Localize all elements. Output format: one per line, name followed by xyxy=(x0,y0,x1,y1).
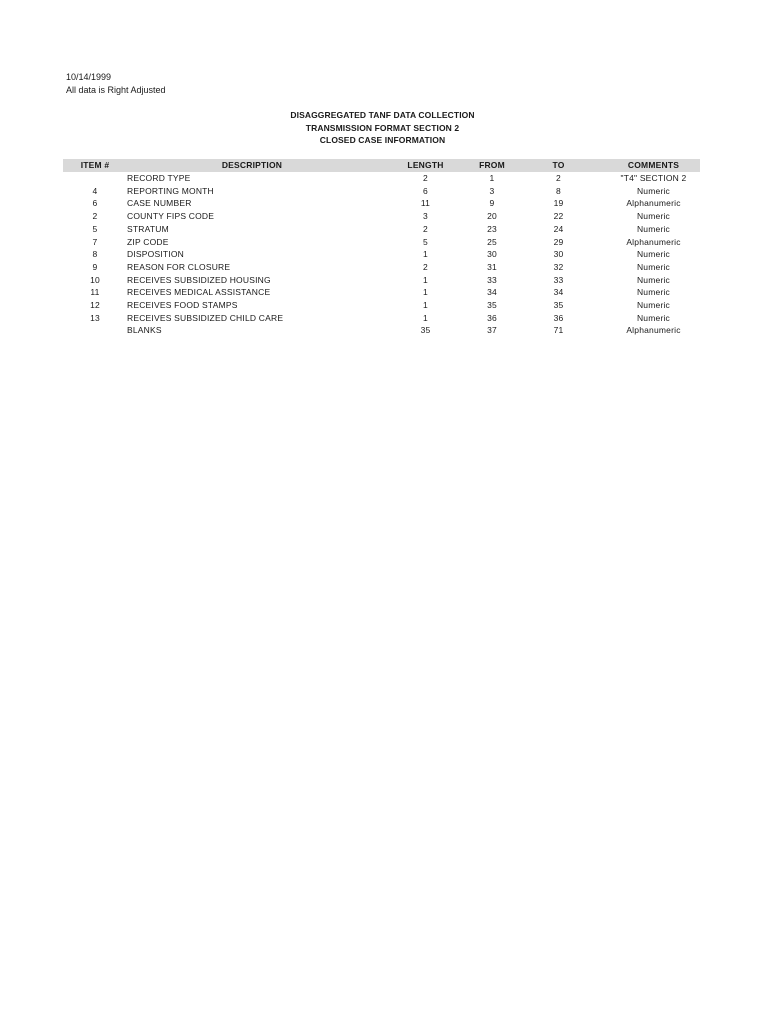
cell-item: 5 xyxy=(92,223,98,234)
cell-item: 8 xyxy=(92,249,98,260)
cell-item: 9 xyxy=(92,261,98,272)
cell-from: 34 xyxy=(487,287,497,298)
cell-to: 22 xyxy=(553,211,564,222)
cell-from: 33 xyxy=(487,274,497,285)
cell-description: RECEIVES MEDICAL ASSISTANCE xyxy=(127,287,271,298)
column-header-comments: COMMENTS xyxy=(627,160,680,170)
adjustment-note: All data is Right Adjusted xyxy=(66,85,166,95)
cell-description: REPORTING MONTH xyxy=(127,185,214,196)
cell-from: 35 xyxy=(487,300,497,311)
cell-length: 1 xyxy=(423,300,428,311)
cell-item: 2 xyxy=(92,211,98,222)
cell-comments: Numeric xyxy=(636,261,671,272)
table-body xyxy=(63,172,700,337)
cell-comments: Numeric xyxy=(636,185,671,196)
cell-to: 24 xyxy=(553,223,564,234)
cell-length: 1 xyxy=(423,312,428,323)
cell-item xyxy=(63,172,127,185)
cell-description: RECEIVES SUBSIDIZED HOUSING xyxy=(127,274,271,285)
cell-from: 30 xyxy=(487,249,497,260)
cell-item: 7 xyxy=(92,236,98,247)
report-date: 10/14/1999 xyxy=(66,72,112,82)
cell-comments: "T4" SECTION 2 xyxy=(620,173,687,183)
cell-length: 1 xyxy=(423,274,428,285)
cell-length: 2 xyxy=(423,261,428,272)
cell-from: 25 xyxy=(487,236,497,247)
cell-item xyxy=(63,324,127,337)
cell-to: 8 xyxy=(556,185,561,196)
cell-item: 4 xyxy=(92,185,98,196)
column-header-description: DESCRIPTION xyxy=(221,160,283,170)
table-row xyxy=(63,299,700,312)
cell-item: 12 xyxy=(90,300,100,311)
cell-to: 19 xyxy=(553,198,564,209)
column-header-from: FROM xyxy=(479,160,505,170)
cell-description: DISPOSITION xyxy=(127,249,184,260)
cell-from: 37 xyxy=(487,325,497,336)
cell-comments: Alphanumeric xyxy=(626,198,681,209)
cell-description: ZIP CODE xyxy=(127,236,169,247)
cell-description: CASE NUMBER xyxy=(127,198,192,209)
cell-item: 13 xyxy=(90,312,100,323)
cell-length: 3 xyxy=(423,211,428,222)
cell-to: 30 xyxy=(553,249,564,260)
cell-description: RECEIVES SUBSIDIZED CHILD CARE xyxy=(127,312,284,323)
cell-comments: Numeric xyxy=(636,223,671,234)
cell-length: 1 xyxy=(423,287,428,298)
cell-comments: Numeric xyxy=(636,287,671,298)
cell-from: 3 xyxy=(489,185,495,196)
document-titles xyxy=(0,109,765,147)
cell-length: 1 xyxy=(423,249,428,260)
cell-to: 33 xyxy=(553,274,564,285)
cell-from: 1 xyxy=(489,173,495,183)
cell-comments: Alphanumeric xyxy=(626,325,681,336)
cell-to: 71 xyxy=(553,325,564,336)
cell-item: 6 xyxy=(92,198,98,209)
cell-from: 23 xyxy=(487,223,497,234)
cell-length: 6 xyxy=(423,185,428,196)
table-row xyxy=(63,261,700,274)
cell-to: 36 xyxy=(553,312,564,323)
record-layout-table xyxy=(63,159,700,337)
cell-length: 2 xyxy=(423,223,428,234)
cell-comments: Numeric xyxy=(636,312,671,323)
cell-item: 11 xyxy=(90,287,100,298)
table-row xyxy=(63,185,700,198)
table-row xyxy=(63,248,700,261)
cell-to: 32 xyxy=(553,261,564,272)
title-line-2: TRANSMISSION FORMAT SECTION 2 xyxy=(305,122,460,133)
table-row xyxy=(63,274,700,287)
cell-description: STRATUM xyxy=(127,223,169,234)
cell-comments: Numeric xyxy=(636,300,671,311)
cell-from: 31 xyxy=(487,261,497,272)
table-row xyxy=(63,312,700,325)
cell-item: 10 xyxy=(90,274,100,285)
cell-comments: Numeric xyxy=(636,211,671,222)
table-row xyxy=(63,324,700,337)
cell-description: RECEIVES FOOD STAMPS xyxy=(127,300,238,311)
cell-from: 9 xyxy=(489,198,495,209)
cell-comments: Numeric xyxy=(636,274,671,285)
title-line-3: CLOSED CASE INFORMATION xyxy=(319,135,446,145)
cell-to: 2 xyxy=(556,173,561,183)
cell-to: 34 xyxy=(553,287,564,298)
cell-from: 20 xyxy=(487,211,497,222)
title-line-1: DISAGGREGATED TANF DATA COLLECTION xyxy=(290,110,475,120)
cell-length: 35 xyxy=(420,325,431,336)
cell-description: BLANKS xyxy=(127,325,162,336)
cell-length: 2 xyxy=(423,173,428,183)
cell-from: 36 xyxy=(487,312,497,323)
table-row xyxy=(63,223,700,236)
table-row xyxy=(63,197,700,210)
cell-description: COUNTY FIPS CODE xyxy=(127,211,215,222)
table-row xyxy=(63,210,700,223)
cell-to: 35 xyxy=(553,300,564,311)
cell-description: RECORD TYPE xyxy=(127,173,191,183)
table-row xyxy=(63,286,700,299)
cell-length: 11 xyxy=(420,198,431,209)
column-header-length: LENGTH xyxy=(407,160,444,170)
table-row xyxy=(63,172,700,185)
cell-comments: Alphanumeric xyxy=(626,236,681,247)
cell-to: 29 xyxy=(553,236,564,247)
cell-comments: Numeric xyxy=(636,249,671,260)
cell-length: 5 xyxy=(423,236,428,247)
document-meta xyxy=(66,71,166,97)
cell-description: REASON FOR CLOSURE xyxy=(127,261,231,272)
column-header-to: TO xyxy=(552,160,565,170)
column-header-item: ITEM # xyxy=(80,160,110,170)
table-row xyxy=(63,236,700,249)
table-header-row xyxy=(63,159,700,172)
